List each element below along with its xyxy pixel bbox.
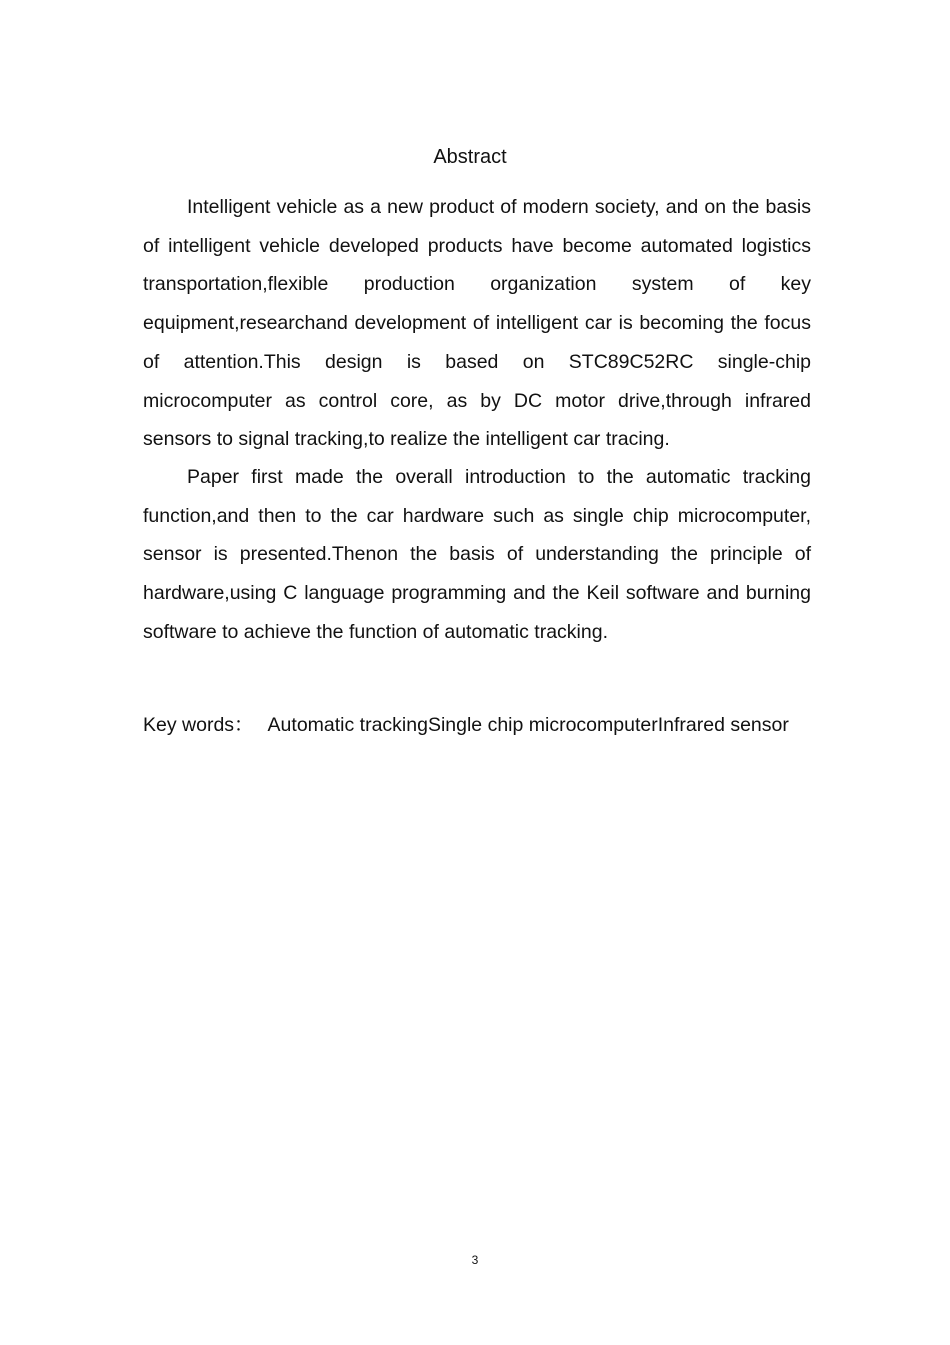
abstract-title: Abstract	[433, 146, 507, 168]
abstract-paragraph-1: Intelligent vehicle as a new product of modern society, and on the basis of intelligent vehicle developed products have become automated logistics transportation,flexible production organization system of key equipment,researchand development of intelligent car is becoming the focus of attention.This design is based on STC89C52RC single-chip microcomputer as control core, as by DC motor drive,through infrared sensors to signal tracking,to realize the intelligent car tracing.	[143, 196, 811, 451]
abstract-paragraph-1-container	[143, 188, 811, 459]
abstract-paragraph-2: Paper first made the overall introduction to the automatic tracking function,and then to the car hardware such as single chip microcomputer, sensor is presented.Thenon the basis of understanding the principle of hardware,using C language programming and the Keil software and burning software to achieve the function of automatic tracking.	[143, 466, 811, 643]
keywords-block	[143, 700, 823, 751]
abstract-paragraph-2-container	[143, 458, 811, 652]
page-number: 3	[471, 1253, 479, 1267]
keywords-value: Automatic trackingSingle chip microcomputerInfrared sensor	[267, 714, 789, 736]
keywords-label: Key words：	[143, 714, 254, 736]
